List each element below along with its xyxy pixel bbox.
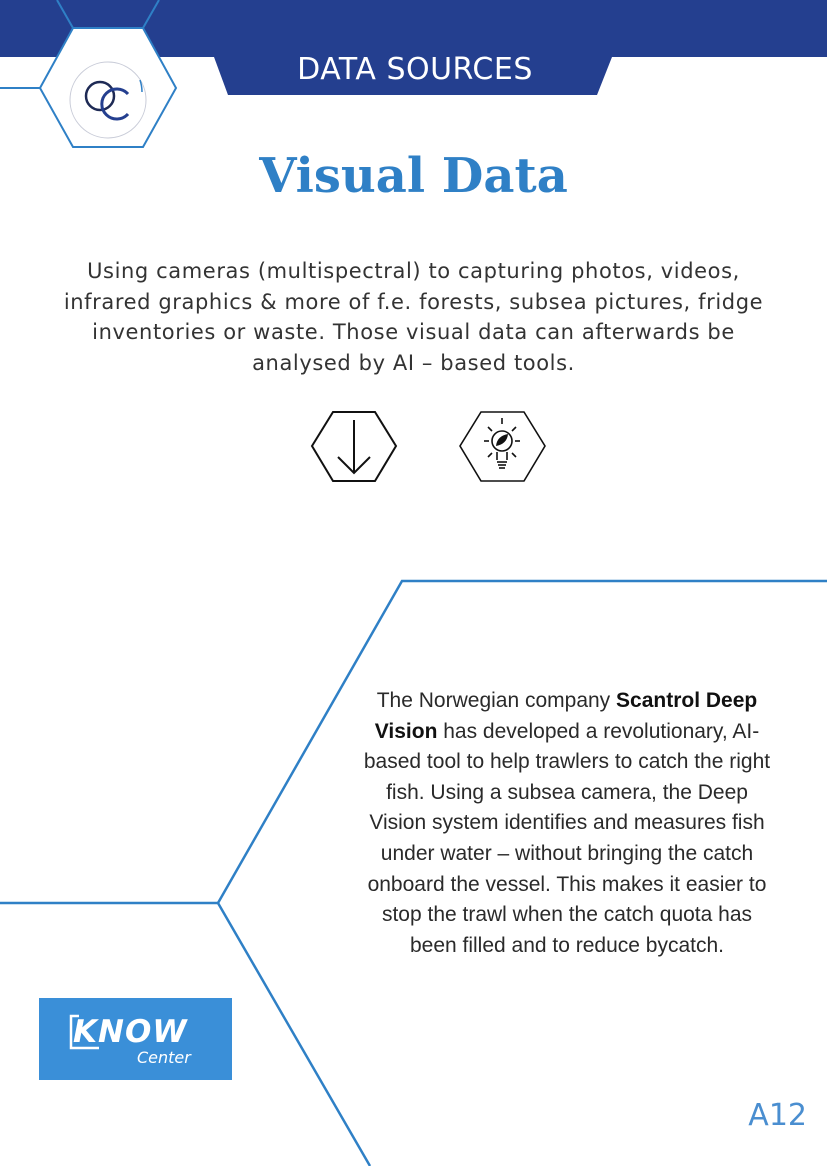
lightbulb-leaf-icon [460,412,545,481]
section-banner-label: DATA SOURCES [297,52,533,87]
page-number: A12 [748,1098,807,1133]
know-logo-title: KNOW [73,1014,188,1050]
page-title: Visual Data [259,148,568,204]
know-center-logo [39,998,232,1080]
know-logo-subtitle: Center [137,1048,191,1067]
case-study-text: has developed a revolutionary, AI-based tool to help trawlers to catch the right fish. Using a subsea camera, the Deep Vision system identifies and measures fish under water – without bringing the catch onboard the vessel. This makes it easier to stop the trawl when the catch quota has been filled and to reduce bycatch. [363,719,771,957]
case-study-prefix: The Norwegian company [376,689,617,712]
case-study-company: Scantrol Deep Vision [374,689,758,743]
intro-paragraph: Using cameras (multispectral) to capturing photos, videos, infrared graphics & more of f.e. forests, subsea pictures, fridge inventories or waste. Those visual data can afterwards be analysed by AI – based tools. [63,259,764,375]
case-study-paragraph [362,686,772,961]
arrow-down-icon [312,412,396,481]
